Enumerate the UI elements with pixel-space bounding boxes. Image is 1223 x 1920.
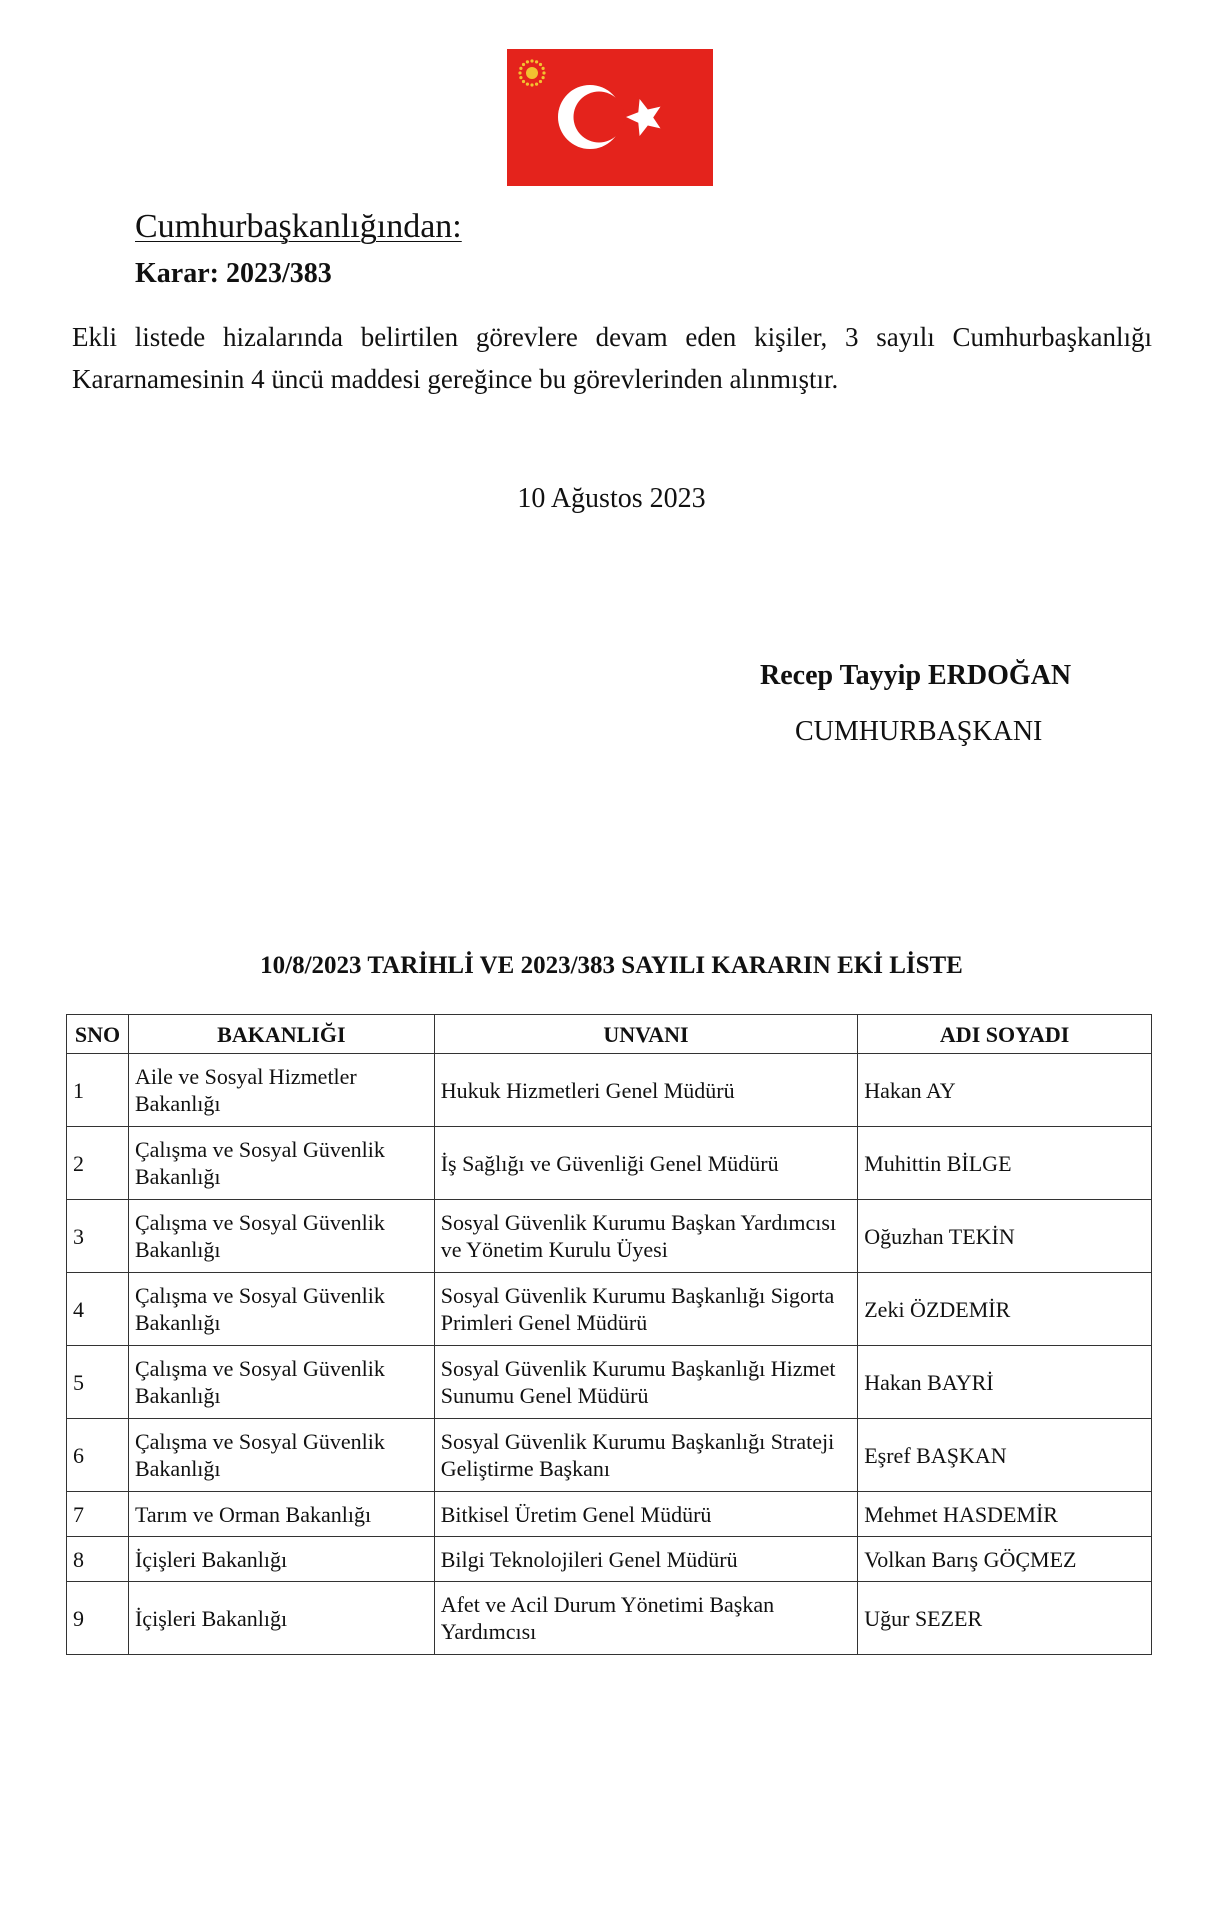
emblem-star-icon xyxy=(539,80,542,83)
table-row xyxy=(67,1492,1152,1537)
emblem-star-icon xyxy=(518,71,521,74)
cell-ministry: Aile ve Sosyal Hizmetler Bakanlığı xyxy=(128,1054,434,1127)
cell-ministry: Tarım ve Orman Bakanlığı xyxy=(128,1492,434,1537)
presidential-flag-icon xyxy=(507,49,713,186)
cell-sno: 5 xyxy=(67,1346,129,1419)
table-row xyxy=(67,1054,1152,1127)
signatory-name: Recep Tayyip ERDOĞAN xyxy=(760,660,1072,691)
emblem-star-icon xyxy=(530,59,533,62)
cell-position: Sosyal Güvenlik Kurumu Başkanlığı Hizmet Sunumu Genel Müdürü xyxy=(434,1346,858,1419)
emblem-star-icon xyxy=(522,80,525,83)
cell-name: Uğur SEZER xyxy=(858,1582,1152,1655)
cell-sno: 1 xyxy=(67,1054,129,1127)
cell-name: Muhittin BİLGE xyxy=(858,1127,1152,1200)
decision-date: 10 Ağustos 2023 xyxy=(517,483,706,514)
cell-ministry: Çalışma ve Sosyal Güvenlik Bakanlığı xyxy=(128,1419,434,1492)
emblem-star-icon xyxy=(526,82,529,85)
cell-position: İş Sağlığı ve Güvenliği Genel Müdürü xyxy=(434,1127,858,1200)
emblem-star-icon xyxy=(542,71,545,74)
cell-sno: 7 xyxy=(67,1492,129,1537)
cell-ministry: Çalışma ve Sosyal Güvenlik Bakanlığı xyxy=(128,1200,434,1273)
cell-ministry: Çalışma ve Sosyal Güvenlik Bakanlığı xyxy=(128,1273,434,1346)
cell-sno: 8 xyxy=(67,1537,129,1582)
header-position: UNVANI xyxy=(434,1015,858,1054)
emblem-star-icon xyxy=(519,76,522,79)
cell-sno: 2 xyxy=(67,1127,129,1200)
emblem-star-icon xyxy=(535,82,538,85)
table-header-row xyxy=(67,1015,1152,1054)
cell-sno: 3 xyxy=(67,1200,129,1273)
cell-sno: 9 xyxy=(67,1582,129,1655)
cell-name: Hakan AY xyxy=(858,1054,1152,1127)
cell-sno: 4 xyxy=(67,1273,129,1346)
header-name: ADI SOYADI xyxy=(858,1015,1152,1054)
cell-sno: 6 xyxy=(67,1419,129,1492)
cell-position: Sosyal Güvenlik Kurumu Başkanlığı Strateji Geliştirme Başkanı xyxy=(434,1419,858,1492)
cell-ministry: İçişleri Bakanlığı xyxy=(128,1582,434,1655)
dismissal-table xyxy=(66,1014,1152,1655)
table-row xyxy=(67,1273,1152,1346)
emblem-star-icon xyxy=(535,60,538,63)
cell-name: Mehmet HASDEMİR xyxy=(858,1492,1152,1537)
annex-list-title: 10/8/2023 TARİHLİ VE 2023/383 SAYILI KARARIN EKİ LİSTE xyxy=(260,952,963,979)
decision-number: Karar: 2023/383 xyxy=(135,258,332,289)
emblem-star-icon xyxy=(526,60,529,63)
cell-position: Bilgi Teknolojileri Genel Müdürü xyxy=(434,1537,858,1582)
cell-ministry: İçişleri Bakanlığı xyxy=(128,1537,434,1582)
cell-name: Eşref BAŞKAN xyxy=(858,1419,1152,1492)
cell-position: Afet ve Acil Durum Yönetimi Başkan Yardımcısı xyxy=(434,1582,858,1655)
cell-position: Sosyal Güvenlik Kurumu Başkan Yardımcısı ve Yönetim Kurulu Üyesi xyxy=(434,1200,858,1273)
signatory-title: CUMHURBAŞKANI xyxy=(795,716,1043,747)
emblem-star-icon xyxy=(530,83,533,86)
table-row xyxy=(67,1346,1152,1419)
decision-paragraph: Ekli listede hizalarında belirtilen görevlere devam eden kişiler, 3 sayılı Cumhurbaşkanlığı Kararnamesinin 4 üncü maddesi gereğince bu görevlerinden alınmıştır. xyxy=(72,322,1152,394)
table-row xyxy=(67,1200,1152,1273)
table-row xyxy=(67,1419,1152,1492)
emblem-star-icon xyxy=(541,67,544,70)
table-row xyxy=(67,1582,1152,1655)
cell-ministry: Çalışma ve Sosyal Güvenlik Bakanlığı xyxy=(128,1127,434,1200)
emblem-star-icon xyxy=(541,76,544,79)
header-sno: SNO xyxy=(67,1015,129,1054)
emblem-star-icon xyxy=(539,63,542,66)
cell-ministry: Çalışma ve Sosyal Güvenlik Bakanlığı xyxy=(128,1346,434,1419)
table-row xyxy=(67,1127,1152,1200)
issuer-heading: Cumhurbaşkanlığından: xyxy=(135,208,462,245)
emblem-star-icon xyxy=(522,63,525,66)
table-row xyxy=(67,1537,1152,1582)
cell-position: Hukuk Hizmetleri Genel Müdürü xyxy=(434,1054,858,1127)
cell-name: Volkan Barış GÖÇMEZ xyxy=(858,1537,1152,1582)
emblem-star-icon xyxy=(519,67,522,70)
cell-position: Sosyal Güvenlik Kurumu Başkanlığı Sigorta Primleri Genel Müdürü xyxy=(434,1273,858,1346)
cell-position: Bitkisel Üretim Genel Müdürü xyxy=(434,1492,858,1537)
cell-name: Hakan BAYRİ xyxy=(858,1346,1152,1419)
cell-name: Zeki ÖZDEMİR xyxy=(858,1273,1152,1346)
cell-name: Oğuzhan TEKİN xyxy=(858,1200,1152,1273)
header-ministry: BAKANLIĞI xyxy=(128,1015,434,1054)
